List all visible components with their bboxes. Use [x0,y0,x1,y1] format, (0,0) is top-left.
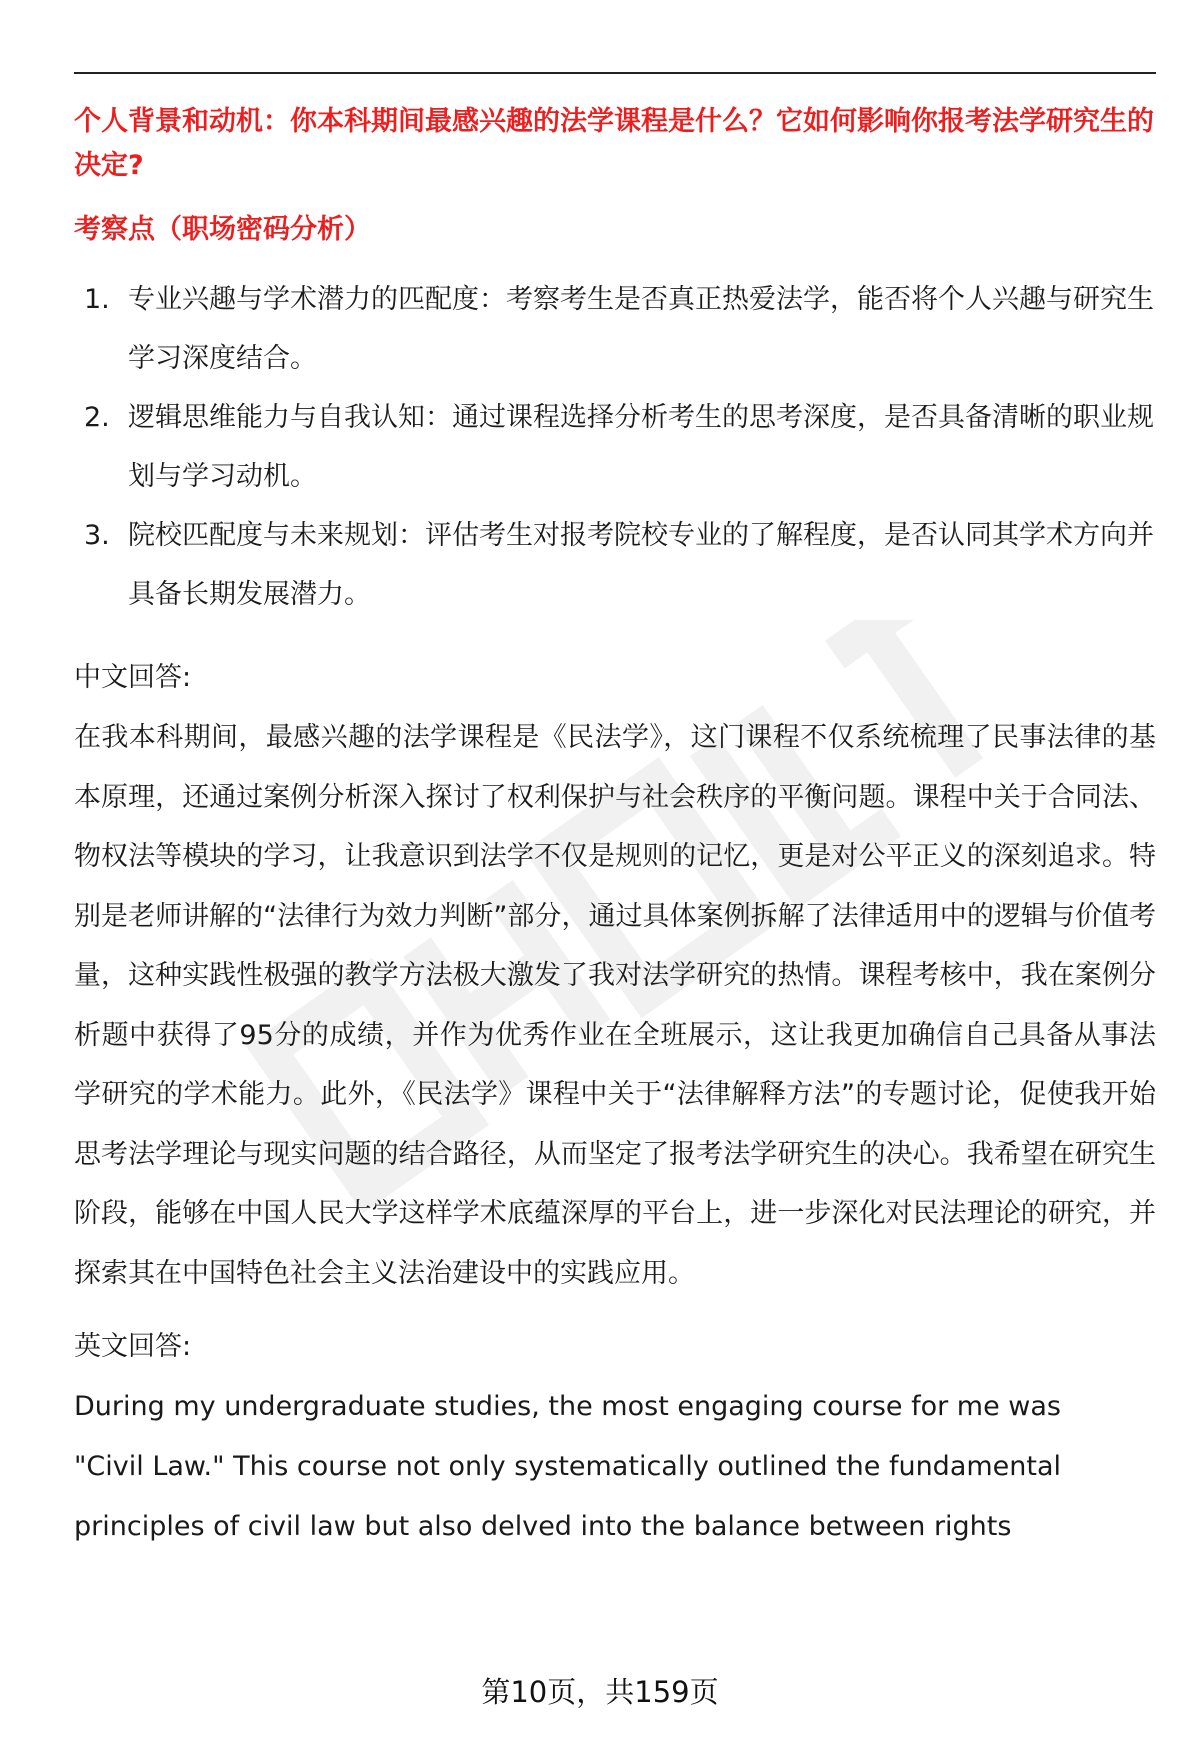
page-number-footer: 第10页，共159页 [481,1675,719,1709]
list-item [74,388,1156,506]
main-content [74,100,1156,1557]
question-heading: 个人背景和动机：你本科期间最感兴趣的法学课程是什么？它如何影响你报考法学研究生的决定? [74,106,1154,181]
list-item-number: 3. [84,520,110,551]
english-answer-paragraph [74,1377,1156,1557]
list-item [74,506,1156,624]
assessment-heading: 考察点（职场密码分析） [74,214,371,245]
english-answer-line: During my undergraduate studies, the most engaging course for me was [74,1391,1061,1422]
chinese-answer-paragraph: 在我本科期间，最感兴趣的法学课程是《民法学》，这门课程不仅系统梳理了民事法律的基本原理，还通过案例分析深入探讨了权利保护与社会秩序的平衡问题。课程中关于合同法、物权法等模块的学习，让我意识到法学不仅是规则的记忆，更是对公平正义的深刻追求。特别是老师讲解的“法律行为效力判断”部分，通过具体案例拆解了法律适用中的逻辑与价值考量，这种实践性极强的教学方法极大激发了我对法学研究的热情。课程考核中，我在案例分析题中获得了95分的成绩，并作为优秀作业在全班展示，这让我更加确信自己具备从事法学研究的学术能力。此外，《民法学》课程中关于“法律解释方法”的专题讨论，促使我开始思考法学理论与现实问题的结合路径，从而坚定了报考法学研究生的决心。我希望在研究生阶段，能够在中国人民大学这样学术底蕴深厚的平台上，进一步深化对民法理论的研究，并探索其在中国特色社会主义法治建设中的实践应用。 [74,722,1156,1289]
list-item-number: 1. [84,284,110,315]
list-item-number: 2. [84,402,110,433]
list-item [74,270,1156,388]
english-answer-label: 英文回答: [74,1331,192,1362]
top-divider [74,72,1156,74]
list-item-text: 院校匹配度与未来规划：评估考生对报考院校专业的了解程度，是否认同其学术方向并具备长期发展潜力。 [128,520,1154,610]
english-answer-line: principles of civil law but also delved into the balance between rights [74,1511,1012,1542]
chinese-answer-label: 中文回答: [74,662,192,693]
english-answer-line: "Civil Law." This course not only systematically outlined the fundamental [74,1451,1062,1482]
list-item-text: 逻辑思维能力与自我认知：通过课程选择分析考生的思考深度，是否具备清晰的职业规划与学习动机。 [128,402,1154,492]
list-item-text: 专业兴趣与学术潜力的匹配度：考察考生是否真正热爱法学，能否将个人兴趣与研究生学习深度结合。 [128,284,1154,374]
assessment-list [74,270,1156,624]
